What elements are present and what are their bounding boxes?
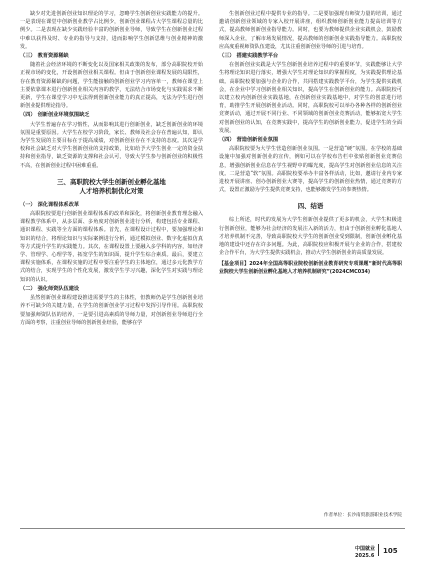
section-heading: [20, 285, 203, 293]
paragraph: 在创新创业实践是大学生创新创业培养过程中的重要环节，实践能够让大学生将理论知识进行落实，增强大学生对理论知识的掌握程度，为实践提供理论基础。高职院校要加强与企业的合作，共同搭建实践教学平台，为学生提供实践机会，在企业中学习创新创业相关知识，提高学生在创新创业的能力。高职院校可以建立校内创新创业实践基地，在创新创业实践基地中，对学生的创意进行培育，助推学生开展创新创业活动。同时，高职院校可以举办各种各样的创新创业竞赛活动，通过开展不同行业、不同领域的创新创业竞赛活动，能够拓宽大学生对创新创业的认知，在竞赛实践中，提高学生的创新创业能力，促进学生的全面发展。: [219, 62, 402, 134]
section-title: 深化课程体系改革: [37, 201, 80, 208]
footer-divider: [378, 544, 379, 556]
section-number: （四）: [20, 112, 36, 119]
conclusion-heading: 四、结语: [297, 202, 324, 211]
chapter-heading: [20, 178, 203, 196]
paragraph: 随着社会经济环境的不断变化以及国家相关政策的发布，部分高职院校开始正视市场的变化，开设创新创业相关课程。但由于创新创业课程发展的局限性，存在教育资源稀缺的问题，学生能接触的创新创业学习内容单一，教师在课堂上主要依靠课本进行创新创业相关内容的教学，无法结合市场变化与实践需求不断更新，学生在课堂学习中无法得到创新创业能力的真正提高，无法为学生进行创新创业提供理论指导。: [20, 62, 203, 110]
section-number: （一）: [20, 201, 36, 208]
footer-rule: [20, 528, 405, 529]
fund-text: 2024年全国高等职业院校创新创业教育研究专项课题“新时代高等职业院校大学生创新创业孵化基地人才培养机制研究”(2024CMC034): [219, 261, 402, 276]
fund-note: [219, 261, 402, 276]
paragraph: 大学生普遍存在学习惰性，从而影响其进行创新创业，缺乏创新创业的环境氛围是重要原因。大学生在校学习阶段，家长、教师及社会存在普遍认知，即认为学生发展的主要目标在于提高成绩，对创新创业存在不支持的态度。其次是学校和社会缺乏对大学生创新创业的支持政策，比如给予大学生创业一定的资金扶持和创业指导，缺乏资源的支撑和社会认可，导致大学生参与创新创业的积极性不高，在创新创业过程中困难重重。: [20, 121, 203, 169]
section-heading: [20, 52, 203, 60]
chapter-heading-line1: 三、高职院校大学生创新创业孵化基地: [57, 177, 166, 186]
paragraph: 高职院校要进行创新创业课程体系的改革和深化，将创新创业教育理念融入课程教学体系中，从多层面、多角度对创新创业进行分析，构建包括专业课程、通识课程、实践等全方面的课程体系。首先，在课程设计过程中，要加强理论和知识的结合，将理论知识与实际案例进行分析，通过模拟创业、数字化虚拟仿真等方式提升学生的实践能力。其次，在课程设置上要融入多学科的内容，如经济学、管理学、心理学等，拓宽学生的知识面，提升学生综合素质。最后，要建立课程实施体系，在课程实施的过程中要注重学生的主体地位，通过多元化教学方式的结合，实现学生的个性化发展，激发学生学习兴趣，深化学生对实践与理论知识的认识。: [20, 211, 203, 283]
section-title: 搭建实践教学平台: [236, 53, 279, 60]
section-heading: [219, 136, 402, 144]
right-column: [219, 10, 402, 277]
paragraph: 虽然创新创业课程建设推进需要学生的主体性，但教师仍是学生创新创业培养不可缺少的关键力量，在学生的创新创业学习过程中发挥引导作用。高职院校要加强师资队伍的培养，一是要引进高素质的导师力量，对创新创业导师进行全方面的考察，注重创业导师的创新创业经验，能够在学: [20, 295, 203, 326]
section-title: 创新创业环境氛围缺乏: [37, 112, 90, 119]
section-number: （二）: [20, 285, 36, 292]
section-number: （三）: [219, 53, 235, 60]
footer-magazine: [355, 546, 375, 560]
magazine-name: 中国就业: [355, 546, 376, 552]
section-title: 教育资源稀缺: [37, 53, 69, 60]
section-number: （三）: [20, 53, 36, 60]
section-heading: [20, 111, 203, 119]
page-number: 105: [383, 547, 398, 555]
paragraph: 生创新创业过程中提供专业的指导。二是要加强现有师资力量的培训，通过邀请创新创业领域的专家入校开展讲座，组织教师创新创业能力提高培训等方式，提高教师创新创业指导能力。同时，也要为教师提供企业实践机会，鼓励教师深入企业，了解市场发展情况，提高教师的创新创业实践指导能力。高职院校应高度重视师资队伍建设，尤其注重创新创业导师的引进与培育。: [219, 11, 402, 50]
section-title: 营造创新创业氛围: [236, 137, 279, 144]
author-affiliation: 作者单位：长沙南贸旅游职业技术学院: [323, 513, 402, 518]
paragraph: 缺少对先进创新创业知识理论的学习，忽略学生创新创业实践能力的提升。一是表现在课堂中创新创业教学占比例少，创新创业课程占大学生课程总量的比例少。二是表现在缺少实践经验丰富的创新创业导师，导致学生在创新创业过程中难以获得及时、专业的指导与支持，进而影响学生创新思维与创业精神的激发。: [20, 11, 203, 50]
issue-date: 2025.6: [355, 553, 375, 559]
section-heading: [219, 52, 402, 60]
chapter-heading-line2: 人才培养机制优化对策: [79, 186, 144, 195]
paragraph: 高职院校要为大学生营造创新创业氛围。一是营造“硬”氛围。在学校的基础设施中加强对创新创业的宣传，例如可以在学校布告栏中张贴创新创业竞赛信息，增强创新创业信息在学生视野中的曝光度，提高学生对创新创业信息的关注度。二是营造“软”氛围。高职院校要举办丰富各样活动，比如，邀请行业内专家进校开展讲座、创办创新创业大赛等，提高学生的创新创业热情，通过竞赛的方式，设置正激励为学生提供竞赛支持，也能够激发学生的参赛热情。: [219, 146, 402, 194]
paragraph: 综上所述，时代的发展为大学生创新创业提供了更多的机会，大学生积极进行创新创业，能够为社会经济的发展注入新的活力，但由于创新创业孵化基地人才培养机制不完善，导致高职院校大学生的创新创业受到限制，创新创业孵化基地的建设中还存在许多问题。为此，高职院校应积极开展与企业的合作，搭建校企合作平台，为大学生提供实践机会，推动大学生创新创业的高质量发展。: [219, 217, 402, 257]
section-number: （四）: [219, 137, 235, 144]
left-column: [20, 10, 203, 327]
section-title: 强化师资队伍建设: [37, 285, 80, 292]
section-heading: [20, 201, 203, 209]
fund-label: 【基金项目】: [219, 261, 250, 268]
